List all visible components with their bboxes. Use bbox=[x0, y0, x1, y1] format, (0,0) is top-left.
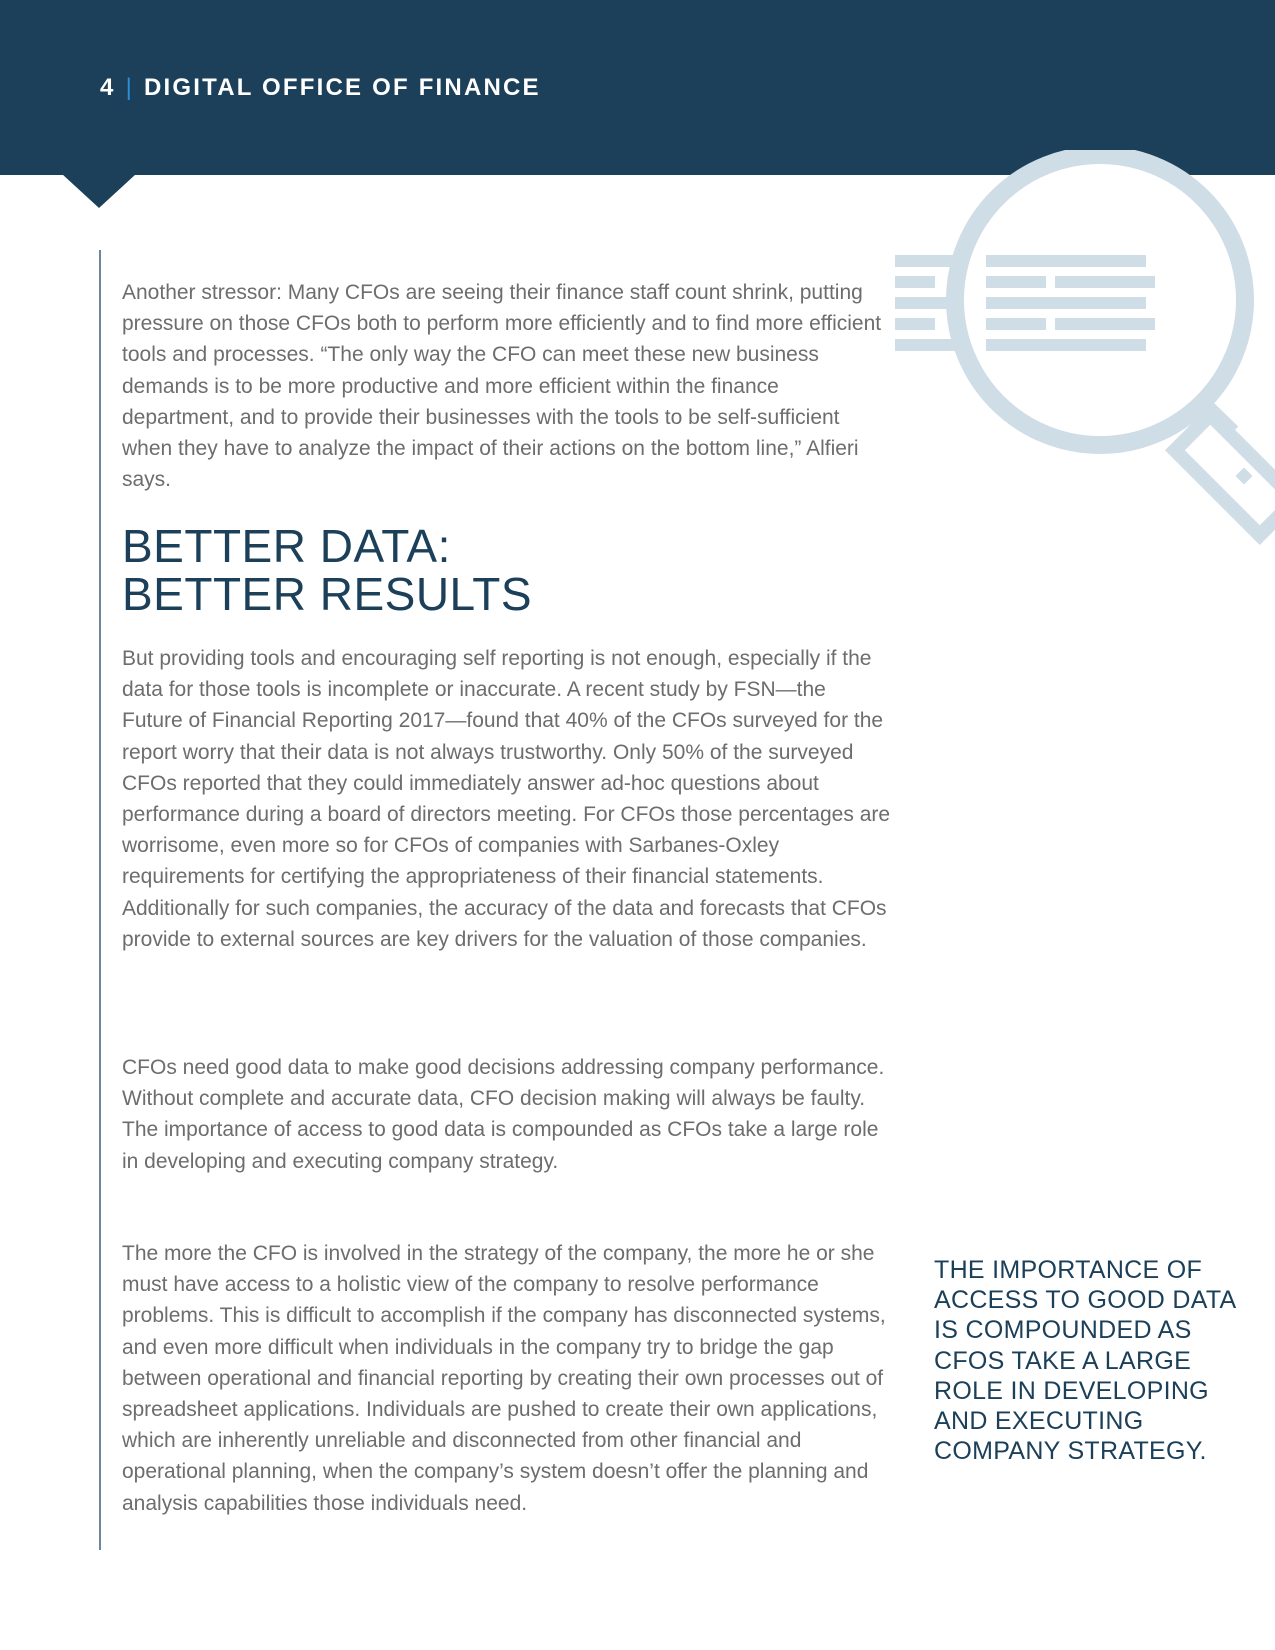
section-heading-line-1: BETTER DATA: bbox=[122, 520, 451, 572]
section-heading-line-2: BETTER RESULTS bbox=[122, 568, 532, 620]
left-vertical-rule bbox=[99, 250, 101, 1550]
magnifying-glass-over-text-icon bbox=[880, 150, 1275, 550]
body-paragraph-2: But providing tools and encouraging self reporting is not enough, especially if the data for those tools is incomplete or inaccurate. A recent study by FSN—the Future of Financial Reporting 2017—found that 40% of the CFOs surveyed for the report worry that their data is not always trustworthy. Only 50% of the surveyed CFOs reported that they could immediately answer ad-hoc questions about performance during a board of directors meeting. For CFOs those percentages are worrisome, even more so for CFOs of companies with Sarbanes-Oxley requirements for certifying the appropriateness of their financial statements. Additionally for such companies, the accuracy of the data and forecasts that CFOs provide to external sources are key drivers for the valuation of those companies. bbox=[122, 647, 891, 951]
section-heading bbox=[122, 522, 532, 618]
body-paragraph-1: Another stressor: Many CFOs are seeing their finance staff count shrink, putting pressure on those CFOs both to perform more efficiently and to find more efficient tools and processes. “The only way the CFO can meet these new business demands is to be more productive and more efficient within the finance department, and to provide their businesses with the tools to be self-sufficient when they have to analyze the impact of their actions on the bottom line,” Alfieri says. bbox=[122, 281, 882, 492]
document-title: DIGITAL OFFICE OF FINANCE bbox=[144, 74, 541, 101]
page-header bbox=[100, 74, 541, 102]
pull-quote: THE IMPORTANCE OF ACCESS TO GOOD DATA IS COMPOUNDED AS CFOS TAKE A LARGE ROLE IN DEVELOPING AND EXECUTING COMPANY STRATEGY. bbox=[934, 1256, 1236, 1466]
page-number: 4 bbox=[100, 74, 116, 101]
header-separator: | bbox=[125, 74, 134, 101]
body-paragraph-4: The more the CFO is involved in the strategy of the company, the more he or she must have access to a holistic view of the company to resolve performance problems. This is difficult to accomplish if the company has disconnected systems, and even more difficult when individuals in the company try to bridge the gap between operational and financial reporting by creating their own processes out of spreadsheet applications. Individuals are pushed to create their own applications, which are inherently unreliable and disconnected from other financial and operational planning, when the company’s system doesn’t offer the planning and analysis capabilities those individuals need. bbox=[122, 1242, 886, 1515]
header-notch bbox=[62, 174, 136, 208]
body-paragraph-3: CFOs need good data to make good decisions addressing company performance. Without complete and accurate data, CFO decision making will always be faulty. The importance of access to good data is compounded as CFOs take a large role in developing and executing company strategy. bbox=[122, 1056, 885, 1173]
